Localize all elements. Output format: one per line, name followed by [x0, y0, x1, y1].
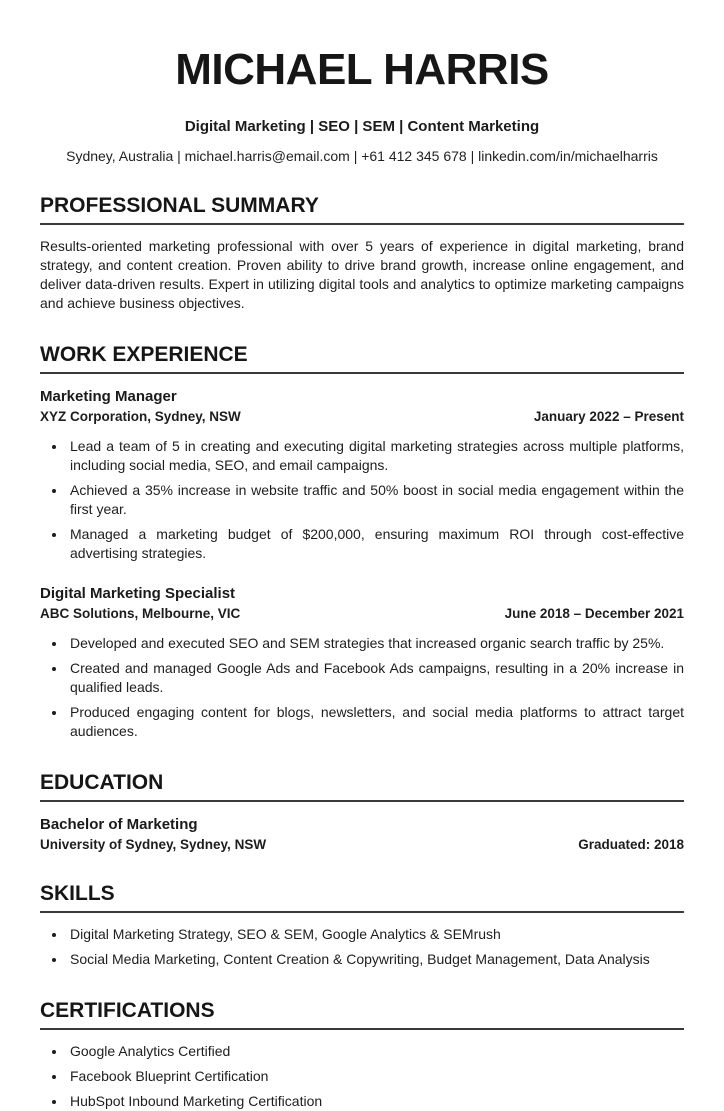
- job-entry-marketing-manager: [40, 388, 684, 563]
- certification-item: • Facebook Blueprint Certification: [67, 1067, 684, 1086]
- skills-heading: SKILLS: [40, 882, 684, 913]
- candidate-tagline: Digital Marketing | SEO | SEM | Content Marketing: [184, 118, 540, 135]
- job-bullet-list: [40, 437, 684, 563]
- education-subrow: [40, 837, 684, 852]
- education-degree: Bachelor of Marketing: [40, 816, 198, 833]
- certification-item: • Google Analytics Certified: [67, 1042, 684, 1061]
- section-education: [40, 771, 684, 852]
- certification-item: • HubSpot Inbound Marketing Certification: [67, 1092, 684, 1111]
- skills-list: [40, 925, 684, 969]
- education-school: University of Sydney, Sydney, NSW: [40, 837, 267, 852]
- skill-item: • Social Media Marketing, Content Creation & Copywriting, Budget Management, Data Analysis: [67, 950, 684, 969]
- job-bullet: • Achieved a 35% increase in website traffic and 50% boost in social media engagement within the first year.: [67, 481, 684, 519]
- section-skills: [40, 882, 684, 969]
- candidate-name: MICHAEL HARRIS: [175, 45, 549, 94]
- job-subrow: [40, 606, 684, 621]
- professional-summary-heading: PROFESSIONAL SUMMARY: [40, 194, 684, 225]
- job-bullet: • Produced engaging content for blogs, newsletters, and social media platforms to attract target audiences.: [67, 703, 684, 741]
- job-dates: June 2018 – December 2021: [504, 606, 684, 621]
- certifications-list: [40, 1042, 684, 1111]
- education-entry: [40, 816, 684, 852]
- job-bullet: • Lead a team of 5 in creating and executing digital marketing strategies across multiple platforms, including social media, SEO, and email campaigns.: [67, 437, 684, 475]
- certifications-heading: CERTIFICATIONS: [40, 999, 684, 1030]
- section-work-experience: [40, 343, 684, 741]
- job-company: ABC Solutions, Melbourne, VIC: [40, 606, 241, 621]
- education-date: Graduated: 2018: [578, 837, 684, 852]
- job-dates: January 2022 – Present: [533, 409, 684, 424]
- section-professional-summary: [40, 194, 684, 313]
- resume-header: [40, 45, 684, 164]
- work-experience-heading: WORK EXPERIENCE: [40, 343, 684, 374]
- job-bullet: • Managed a marketing budget of $200,000, ensuring maximum ROI through cost-effective advertising strategies.: [67, 525, 684, 563]
- professional-summary-text: Results-oriented marketing professional with over 5 years of experience in digital marketing, brand strategy, and content creation. Proven ability to drive brand growth, increase online engagement, and deliver data-driven results. Expert in utilizing digital tools and analytics to optimize marketing campaigns and achieve business objectives.: [40, 238, 684, 311]
- job-bullet-list: [40, 634, 684, 741]
- job-bullet: • Developed and executed SEO and SEM strategies that increased organic search traffic by 25%.: [67, 634, 684, 653]
- job-company: XYZ Corporation, Sydney, NSW: [40, 409, 241, 424]
- job-subrow: [40, 409, 684, 424]
- job-title: Marketing Manager: [40, 388, 177, 405]
- skill-item: • Digital Marketing Strategy, SEO & SEM, Google Analytics & SEMrush: [67, 925, 684, 944]
- job-entry-digital-marketing-specialist: [40, 585, 684, 741]
- job-title: Digital Marketing Specialist: [40, 585, 236, 602]
- contact-line: Sydney, Australia | michael.harris@email.com | +61 412 345 678 | linkedin.com/in/michaelharris: [66, 148, 658, 164]
- job-bullet: • Created and managed Google Ads and Facebook Ads campaigns, resulting in a 20% increase in qualified leads.: [67, 659, 684, 697]
- section-certifications: [40, 999, 684, 1111]
- education-heading: EDUCATION: [40, 771, 684, 802]
